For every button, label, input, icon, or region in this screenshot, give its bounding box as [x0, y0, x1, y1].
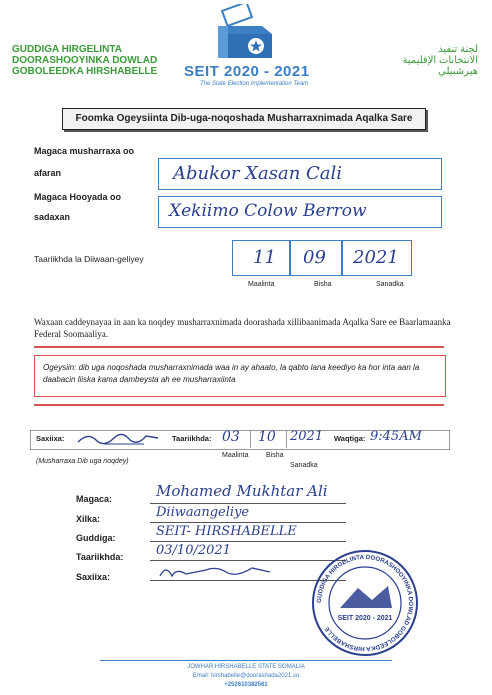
notice-text: Ogeysiin: dib uga noqoshada musharraxnimada waa in ay ahaato, la qabto lana keediyo ka hor inta aan la daabacin liiska kama dambeysta ah ee musharraxiinta: [43, 363, 420, 384]
ballot-box-icon: [210, 4, 280, 60]
official-signature-label: Saxiixa:: [76, 572, 111, 582]
registration-date-label: Taariikhda la Diiwaan-geliyey: [34, 254, 144, 264]
time-label: Waqtiga:: [334, 434, 366, 443]
mother-name-value: Xekiimo Colow Berrow: [169, 201, 367, 221]
header-arabic-name: [402, 44, 478, 77]
stamp-ring-text: GUDDIGA HIRGELINTA DOORASHOOYINKA DOWLAD GOBOLEEDKA HIRSHABELLE: [315, 553, 415, 653]
day-caption: Maalinta: [248, 281, 275, 288]
footer-divider: [100, 660, 392, 661]
declaration-text: Waxaan caddeynayaa in aan ka noqdey musharraxnimada doorashada xillibaanimada Aqalka Sare ee Baarlamaanka Federal Soomaaliya.: [34, 317, 451, 339]
registration-day: 11: [253, 247, 276, 268]
month-caption: Bisha: [314, 281, 332, 288]
ballot-box-logo: [210, 4, 280, 60]
date-divider: [341, 241, 343, 275]
candidate-name-value: Abukor Xasan Cali: [173, 163, 343, 184]
sign-year-caption: Sanadka: [290, 462, 318, 469]
official-date-label: Taariikhda:: [76, 552, 124, 562]
registration-month: 09: [303, 247, 326, 268]
official-name-label: Magaca:: [76, 494, 113, 504]
candidate-name-label-1: Magaca musharraxa oo: [34, 146, 135, 156]
registration-date-field[interactable]: [232, 240, 412, 276]
candidate-note: (Musharraxa Dib uga noqdey): [36, 458, 129, 465]
candidate-name-field[interactable]: [158, 158, 442, 190]
sign-date-label: Taariikhda:: [172, 434, 212, 443]
stamp-seal-icon: [310, 548, 420, 658]
red-divider: [34, 346, 444, 348]
signature-scribble-icon: [74, 426, 162, 450]
notice-box: [34, 355, 446, 397]
date-divider: [289, 241, 291, 275]
footer-address: JOWHAR HIRSHABELLE STATE SOMALIA: [187, 664, 305, 670]
mother-name-label-2: sadaxan: [34, 212, 71, 222]
arabic-line: لجنة تنفيذ: [438, 44, 478, 55]
underline: [150, 522, 346, 523]
sign-month: 10: [258, 429, 276, 445]
org-line: GUDDIGA HIRGELINTA: [12, 44, 122, 55]
arabic-line: الانتخابات الإقليمية: [402, 55, 478, 66]
underline: [150, 541, 346, 542]
official-role-label: Xilka:: [76, 514, 101, 524]
mother-name-label-1: Magaca Hooyada oo: [34, 192, 122, 202]
candidate-name-label-2: afaran: [34, 168, 62, 178]
signature-scribble-icon: [156, 560, 276, 582]
org-line: DOORASHOOYINKA DOWLAD: [12, 55, 158, 66]
mother-name-field[interactable]: [158, 196, 442, 228]
seit-subtitle: The State Election Implementation Team: [200, 81, 309, 87]
footer-phone[interactable]: +252610382561: [224, 682, 268, 688]
candidate-signature[interactable]: [74, 426, 162, 450]
red-divider: [34, 404, 444, 406]
official-stamp: [310, 548, 420, 658]
official-name-value: Mohamed Mukhtar Ali: [156, 482, 328, 500]
sign-day: 03: [222, 429, 240, 445]
org-line: GOBOLEEDKA HIRSHABELLE: [12, 66, 158, 77]
sign-year: 2021: [290, 429, 324, 444]
footer-email[interactable]: Email: hirshabelle@doorashada2021.so: [192, 673, 300, 679]
time-value: 9:45AM: [370, 429, 422, 444]
sign-month-caption: Bisha: [266, 452, 284, 459]
date-divider: [250, 430, 251, 448]
sign-day-caption: Maalinta: [222, 452, 249, 459]
date-divider: [286, 430, 287, 448]
arabic-line: هيرشبيلي: [438, 66, 478, 77]
year-caption: Sanadka: [376, 281, 404, 288]
official-signature[interactable]: [156, 560, 276, 582]
registration-year: 2021: [353, 247, 399, 268]
candidate-signature-label: Saxiixa:: [36, 434, 65, 443]
sign-date-field[interactable]: [214, 430, 326, 448]
official-date-value: 03/10/2021: [156, 543, 231, 558]
header-org-name: [12, 44, 157, 77]
underline: [150, 503, 346, 504]
official-committee-value: SEIT- HIRSHABELLE: [156, 524, 297, 539]
official-role-value: Diiwaangeliye: [156, 505, 250, 520]
stamp-center-text: SEIT 2020 - 2021: [337, 615, 393, 622]
form-title: Foomka Ogeysiinta Dib-uga-noqoshada Musharraxnimada Aqalka Sare: [62, 108, 426, 130]
seit-title: SEIT 2020 - 2021: [184, 63, 310, 80]
official-committee-label: Guddiga:: [76, 533, 116, 543]
